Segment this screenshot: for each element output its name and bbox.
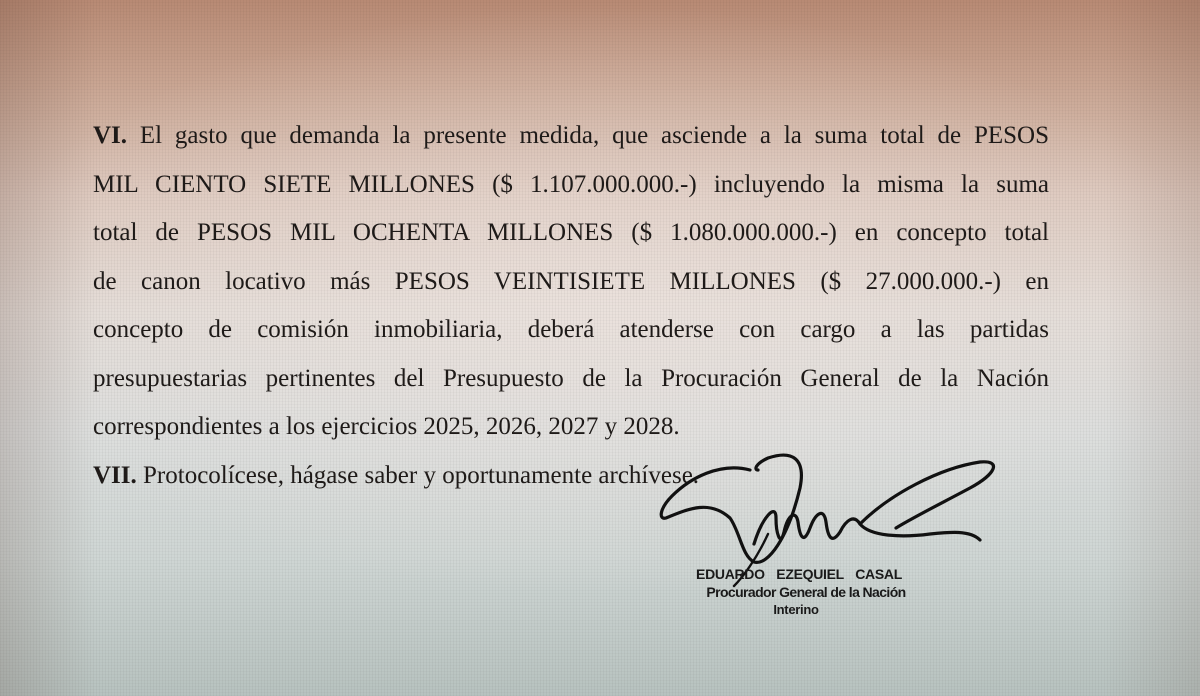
signatory-title: Procurador General de la Nación xyxy=(706,584,906,600)
document-body xyxy=(93,112,1049,500)
paragraph-line: MIL CIENTO SIETE MILLONES ($ 1.107.000.000.-) incluyendo la misma la suma xyxy=(93,170,1049,198)
paragraph-vi xyxy=(93,112,1049,452)
paragraph-line: presupuestarias pertinentes del Presupuesto de la Procuración General de la Nación xyxy=(93,364,1049,392)
paragraph-line: total de PESOS MIL OCHENTA MILLONES ($ 1.080.000.000.-) en concepto total xyxy=(93,219,1049,246)
paragraph-line: correspondientes a los ejercicios 2025, 2026, 2027 y 2028. xyxy=(93,413,680,440)
paragraph-line: VI. El gasto que demanda la presente medida, que asciende a la suma total de PESOS xyxy=(93,122,1049,149)
signatory-subtitle: Interino xyxy=(773,602,819,617)
paragraph-line: concepto de comisión inmobiliaria, deberá atenderse con cargo a las partidas xyxy=(93,316,1049,343)
paragraph-line: VII. Protocolícese, hágase saber y oportunamente archívese. xyxy=(93,461,700,489)
signature-block xyxy=(686,566,926,617)
signatory-name: EDUARDO EZEQUIEL CASAL xyxy=(696,566,902,582)
section-numeral: VI. xyxy=(93,122,128,149)
section-numeral: VII. xyxy=(93,461,137,489)
paragraph-line: de canon locativo más PESOS VEINTISIETE MILLONES ($ 27.000.000.-) en xyxy=(93,267,1049,295)
